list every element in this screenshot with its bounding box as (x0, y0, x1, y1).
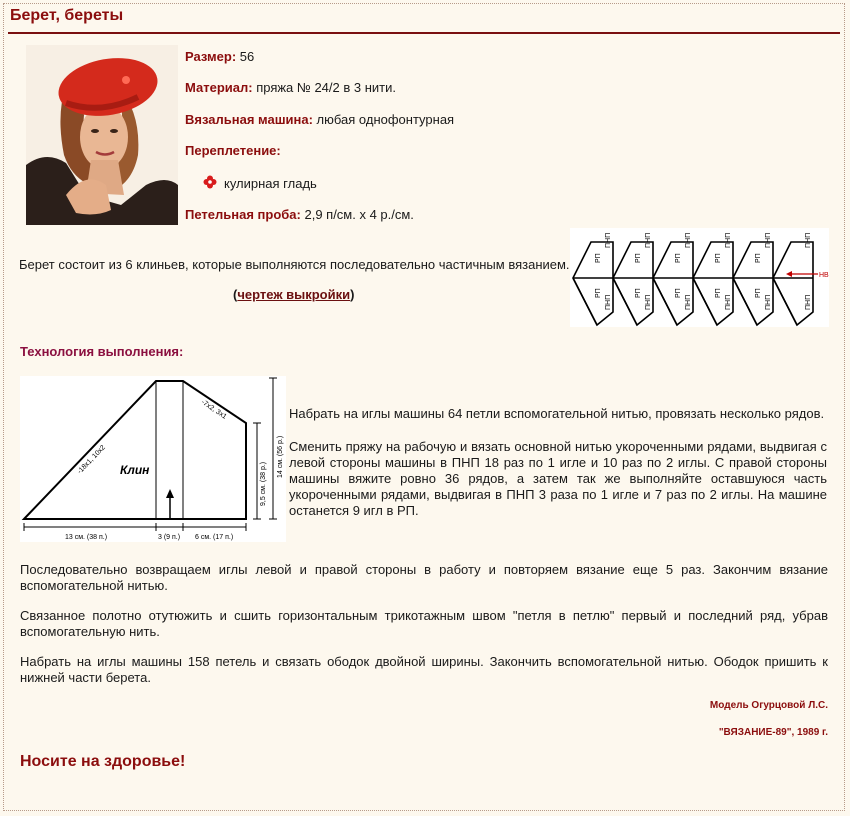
step-3: Последовательно возвращаем иглы левой и правой стороны в работу и повторяем вязание еще 5 раз. Закончим вязание вспомогательной нитью. (20, 562, 828, 593)
wedge-top-label: ПНП (805, 232, 812, 248)
height-right-dim: 9,5 см. (38 р.) (260, 461, 267, 506)
bottom-right-dim: 6 см. (17 п.) (195, 534, 234, 541)
bottom-left-dim: 13 см. (38 п.) (65, 534, 108, 541)
wedge-lower-rp-label: РП (635, 288, 642, 298)
wedge-upper-rp-label: РП (675, 253, 682, 263)
wedge-lower-rp-label: РП (595, 288, 602, 298)
height-total-dim: 14 см. (56 р.) (277, 435, 284, 478)
step-4: Связанное полотно отутюжить и сшить горизонтальным трикотажным швом "петля в петлю" первый и последний ряд, убрав вспомогательную нить. (20, 608, 828, 639)
spec-gauge (185, 207, 414, 222)
klin-diagram (20, 376, 286, 542)
flower-bullet-icon (203, 175, 217, 189)
wedge-bottom-label: ПНП (685, 294, 692, 310)
closing-text: Носите на здоровье! (20, 753, 186, 770)
weave-item: кулирная гладь (224, 176, 317, 191)
spec-size-value: 56 (236, 49, 255, 64)
step-2: Сменить пряжу на рабочую и вязать основной нитью укороченными рядами, выдвигая с левой стороны машины в ПНП 18 раз по 1 игле и 10 раз по 2 иглы. С правой стороны машины вяжите ровно 36 рядов, а затем так же выполняйте оставшуюся часть укороченными рядами, выдвигая в ПНП 3 раза по 1 игле и 7 раз по 2 иглы. На машине останется 9 игл в РП. (289, 439, 827, 518)
spec-material-value: пряжа № 24/2 в 3 нити. (252, 80, 396, 95)
spec-gauge-value: 2,9 п/см. х 4 р./см. (300, 207, 414, 222)
step-5: Набрать на иглы машины 158 петель и связать ободок двойной ширины. Закончить вспомогательной нитью. Ободок пришить к нижней части берета. (20, 654, 828, 685)
wedge-upper-rp-label: РП (715, 253, 722, 263)
wedge-upper-rp-label: РП (595, 253, 602, 263)
spec-material (185, 80, 396, 95)
wedge-diagram (570, 228, 829, 327)
wedge-bottom-label: ПНП (725, 294, 732, 310)
wedge-top-label: ПНП (645, 232, 652, 248)
spec-machine (185, 112, 454, 127)
spec-weave-label: Переплетение: (185, 143, 281, 158)
left-edge-label: -18x1, 10x2 (76, 444, 107, 476)
author-credit: Модель Огурцовой Л.С. (709, 700, 828, 711)
spec-machine-label: Вязальная машина: (185, 112, 313, 127)
step-1: Набрать на иглы машины 64 петли вспомогательной нитью, провязать несколько рядов. (289, 406, 825, 421)
link-close-paren: ) (350, 287, 355, 302)
klin-label: Клин (120, 463, 150, 477)
technology-heading: Технология выполнения: (20, 344, 184, 359)
wedge-bottom-label: ПНП (765, 294, 772, 310)
nv-label: НВ (819, 272, 829, 279)
wedge-bottom-label: ПНП (645, 294, 652, 310)
spec-size (185, 49, 254, 64)
title-divider (8, 32, 840, 34)
wedge-upper-rp-label: РП (635, 253, 642, 263)
spec-gauge-label: Петельная проба: (185, 207, 301, 222)
right-edge-label: -7x2, 3x1 (199, 398, 228, 421)
wedge-top-label: ПНП (725, 232, 732, 248)
beret-photo (26, 45, 178, 225)
wedge-top-label: ПНП (765, 232, 772, 248)
bottom-middle-dim: 3 (9 п.) (158, 534, 181, 541)
wedge-top-label: ПНП (685, 232, 692, 248)
wedge-lower-rp-label: РП (675, 288, 682, 298)
page-title: Берет, береты (10, 7, 124, 24)
source-credit: "ВЯЗАНИЕ-89", 1989 г. (718, 727, 828, 738)
intro-text: Берет состоит из 6 клиньев, которые выполняются последовательно частичным вязанием. (19, 257, 570, 272)
wedge-upper-rp-label: РП (755, 253, 762, 263)
spec-material-label: Материал: (185, 80, 253, 95)
pattern-link-wrapper (233, 287, 354, 302)
spec-weave (185, 143, 281, 158)
spec-size-label: Размер: (185, 49, 237, 64)
link-open-paren: ( (233, 287, 238, 302)
wedge-top-label: ПНП (605, 232, 612, 248)
wedge-lower-rp-label: РП (755, 288, 762, 298)
wedge-bottom-label: ПНП (805, 294, 812, 310)
wedge-lower-rp-label: РП (715, 288, 722, 298)
spec-machine-value: любая однофонтурная (312, 112, 455, 127)
wedge-bottom-label: ПНП (605, 294, 612, 310)
pattern-drawing-link[interactable]: чертеж выкройки (237, 287, 351, 302)
